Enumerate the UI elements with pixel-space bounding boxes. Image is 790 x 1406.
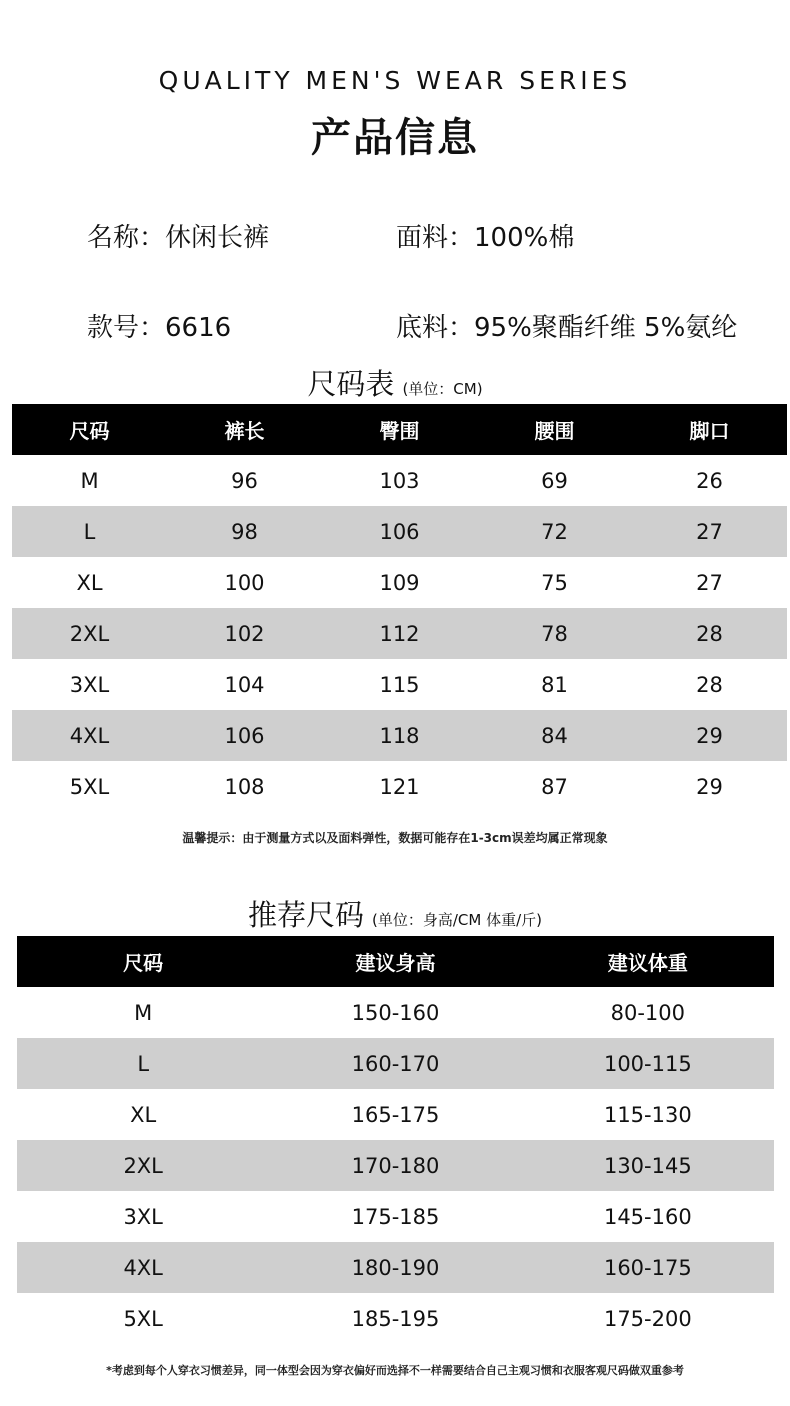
recommend-table-title: 推荐尺码 [247,898,364,932]
table-row [12,506,787,557]
table-row [12,761,787,812]
table-cell: 118 [322,710,477,761]
table-cell: 69 [541,468,568,493]
table-cell: XL [130,1102,157,1127]
table-cell: XL [76,570,103,595]
table-cell: 121 [379,774,420,799]
table-row [17,1191,774,1242]
table-cell: 72 [477,506,632,557]
table-cell: 180-190 [269,1242,521,1293]
table-cell: 160-175 [522,1242,774,1293]
table-cell: L [17,1038,269,1089]
table-cell: 78 [477,608,632,659]
product-name: 名称：休闲长裤 [87,223,270,253]
table-cell: 75 [541,570,568,595]
table-cell: 160-170 [269,1038,521,1089]
table-cell: 27 [696,570,723,595]
table-cell: 100 [224,570,265,595]
size-table-header-cell: 裤长 [167,404,322,455]
table-cell: 96 [231,468,258,493]
recommend-table-header-row [17,936,774,987]
table-cell: 4XL [17,1242,269,1293]
table-cell: 185-195 [351,1306,440,1331]
table-cell: 112 [322,608,477,659]
table-cell: L [12,506,167,557]
table-cell: 84 [477,710,632,761]
table-row [12,557,787,608]
table-cell: 81 [541,672,568,697]
table-row [17,1038,774,1089]
table-cell: 170-180 [269,1140,521,1191]
table-cell: 103 [379,468,420,493]
table-cell: 106 [322,506,477,557]
table-row [12,710,787,761]
recommend-table-unit: (单位：身高/CM 体重/斤) [372,911,542,929]
table-cell: 104 [224,672,265,697]
table-row [12,455,787,506]
table-cell: 130-145 [522,1140,774,1191]
table-cell: 175-200 [603,1306,692,1331]
table-cell: 3XL [69,672,110,697]
table-cell: 80-100 [610,1000,686,1025]
style-number: 款号：6616 [87,313,232,343]
table-row [17,1089,774,1140]
size-table-title: 尺码表 [307,367,395,401]
recommend-table-header-cell: 建议体重 [522,936,774,987]
size-table-unit: (单位：CM) [402,380,483,398]
table-cell: 100-115 [522,1038,774,1089]
table-cell: M [80,468,99,493]
table-cell: 2XL [12,608,167,659]
table-cell: 115-130 [603,1102,692,1127]
table-cell: 109 [379,570,420,595]
size-table-header-cell: 腰围 [477,404,632,455]
table-cell: 106 [167,710,322,761]
table-cell: 5XL [123,1306,163,1331]
size-table-header-cell: 臀围 [322,404,477,455]
size-table-heading [0,362,790,403]
table-cell: 29 [632,710,787,761]
size-table-header-row [12,404,787,455]
table-cell: 27 [632,506,787,557]
table-row [12,659,787,710]
measurement-note: 温馨提示：由于测量方式以及面料弹性，数据可能存在1-3cm误差均属正常现象 [182,831,608,845]
table-cell: 165-175 [351,1102,440,1127]
recommend-note: *考虑到每个人穿衣习惯差异，同一体型会因为穿衣偏好而选择不一样需要结合自己主观习惯和衣服客观尺码做双重参考 [106,1364,684,1377]
table-cell: M [134,1000,153,1025]
table-cell: 150-160 [351,1000,440,1025]
table-cell: 28 [696,672,723,697]
table-cell: 87 [541,774,568,799]
product-fabric: 面料：100%棉 [396,223,575,253]
table-row [17,1242,774,1293]
recommend-table-header-cell: 建议身高 [269,936,521,987]
product-lining: 底料：95%聚酯纤维 5%氨纶 [396,313,738,343]
series-heading: QUALITY MEN'S WEAR SERIES [158,66,632,95]
page-title: 产品信息 [311,115,479,161]
table-row [17,1293,774,1344]
size-table-header-cell: 尺码 [12,404,167,455]
table-row [17,1140,774,1191]
size-table-header-cell: 脚口 [632,404,787,455]
table-cell: 145-160 [603,1204,692,1229]
table-cell: 26 [696,468,723,493]
table-row [17,987,774,1038]
table-cell: 5XL [69,774,110,799]
table-cell: 108 [224,774,265,799]
table-cell: 115 [379,672,420,697]
size-table [12,404,787,812]
table-cell: 28 [632,608,787,659]
recommend-table [17,936,774,1344]
table-cell: 2XL [17,1140,269,1191]
table-cell: 4XL [12,710,167,761]
table-cell: 98 [167,506,322,557]
table-row [12,608,787,659]
table-cell: 3XL [123,1204,163,1229]
recommend-table-header-cell: 尺码 [17,936,269,987]
recommend-table-heading [0,893,790,934]
table-cell: 102 [167,608,322,659]
table-cell: 175-185 [351,1204,440,1229]
table-cell: 29 [696,774,723,799]
